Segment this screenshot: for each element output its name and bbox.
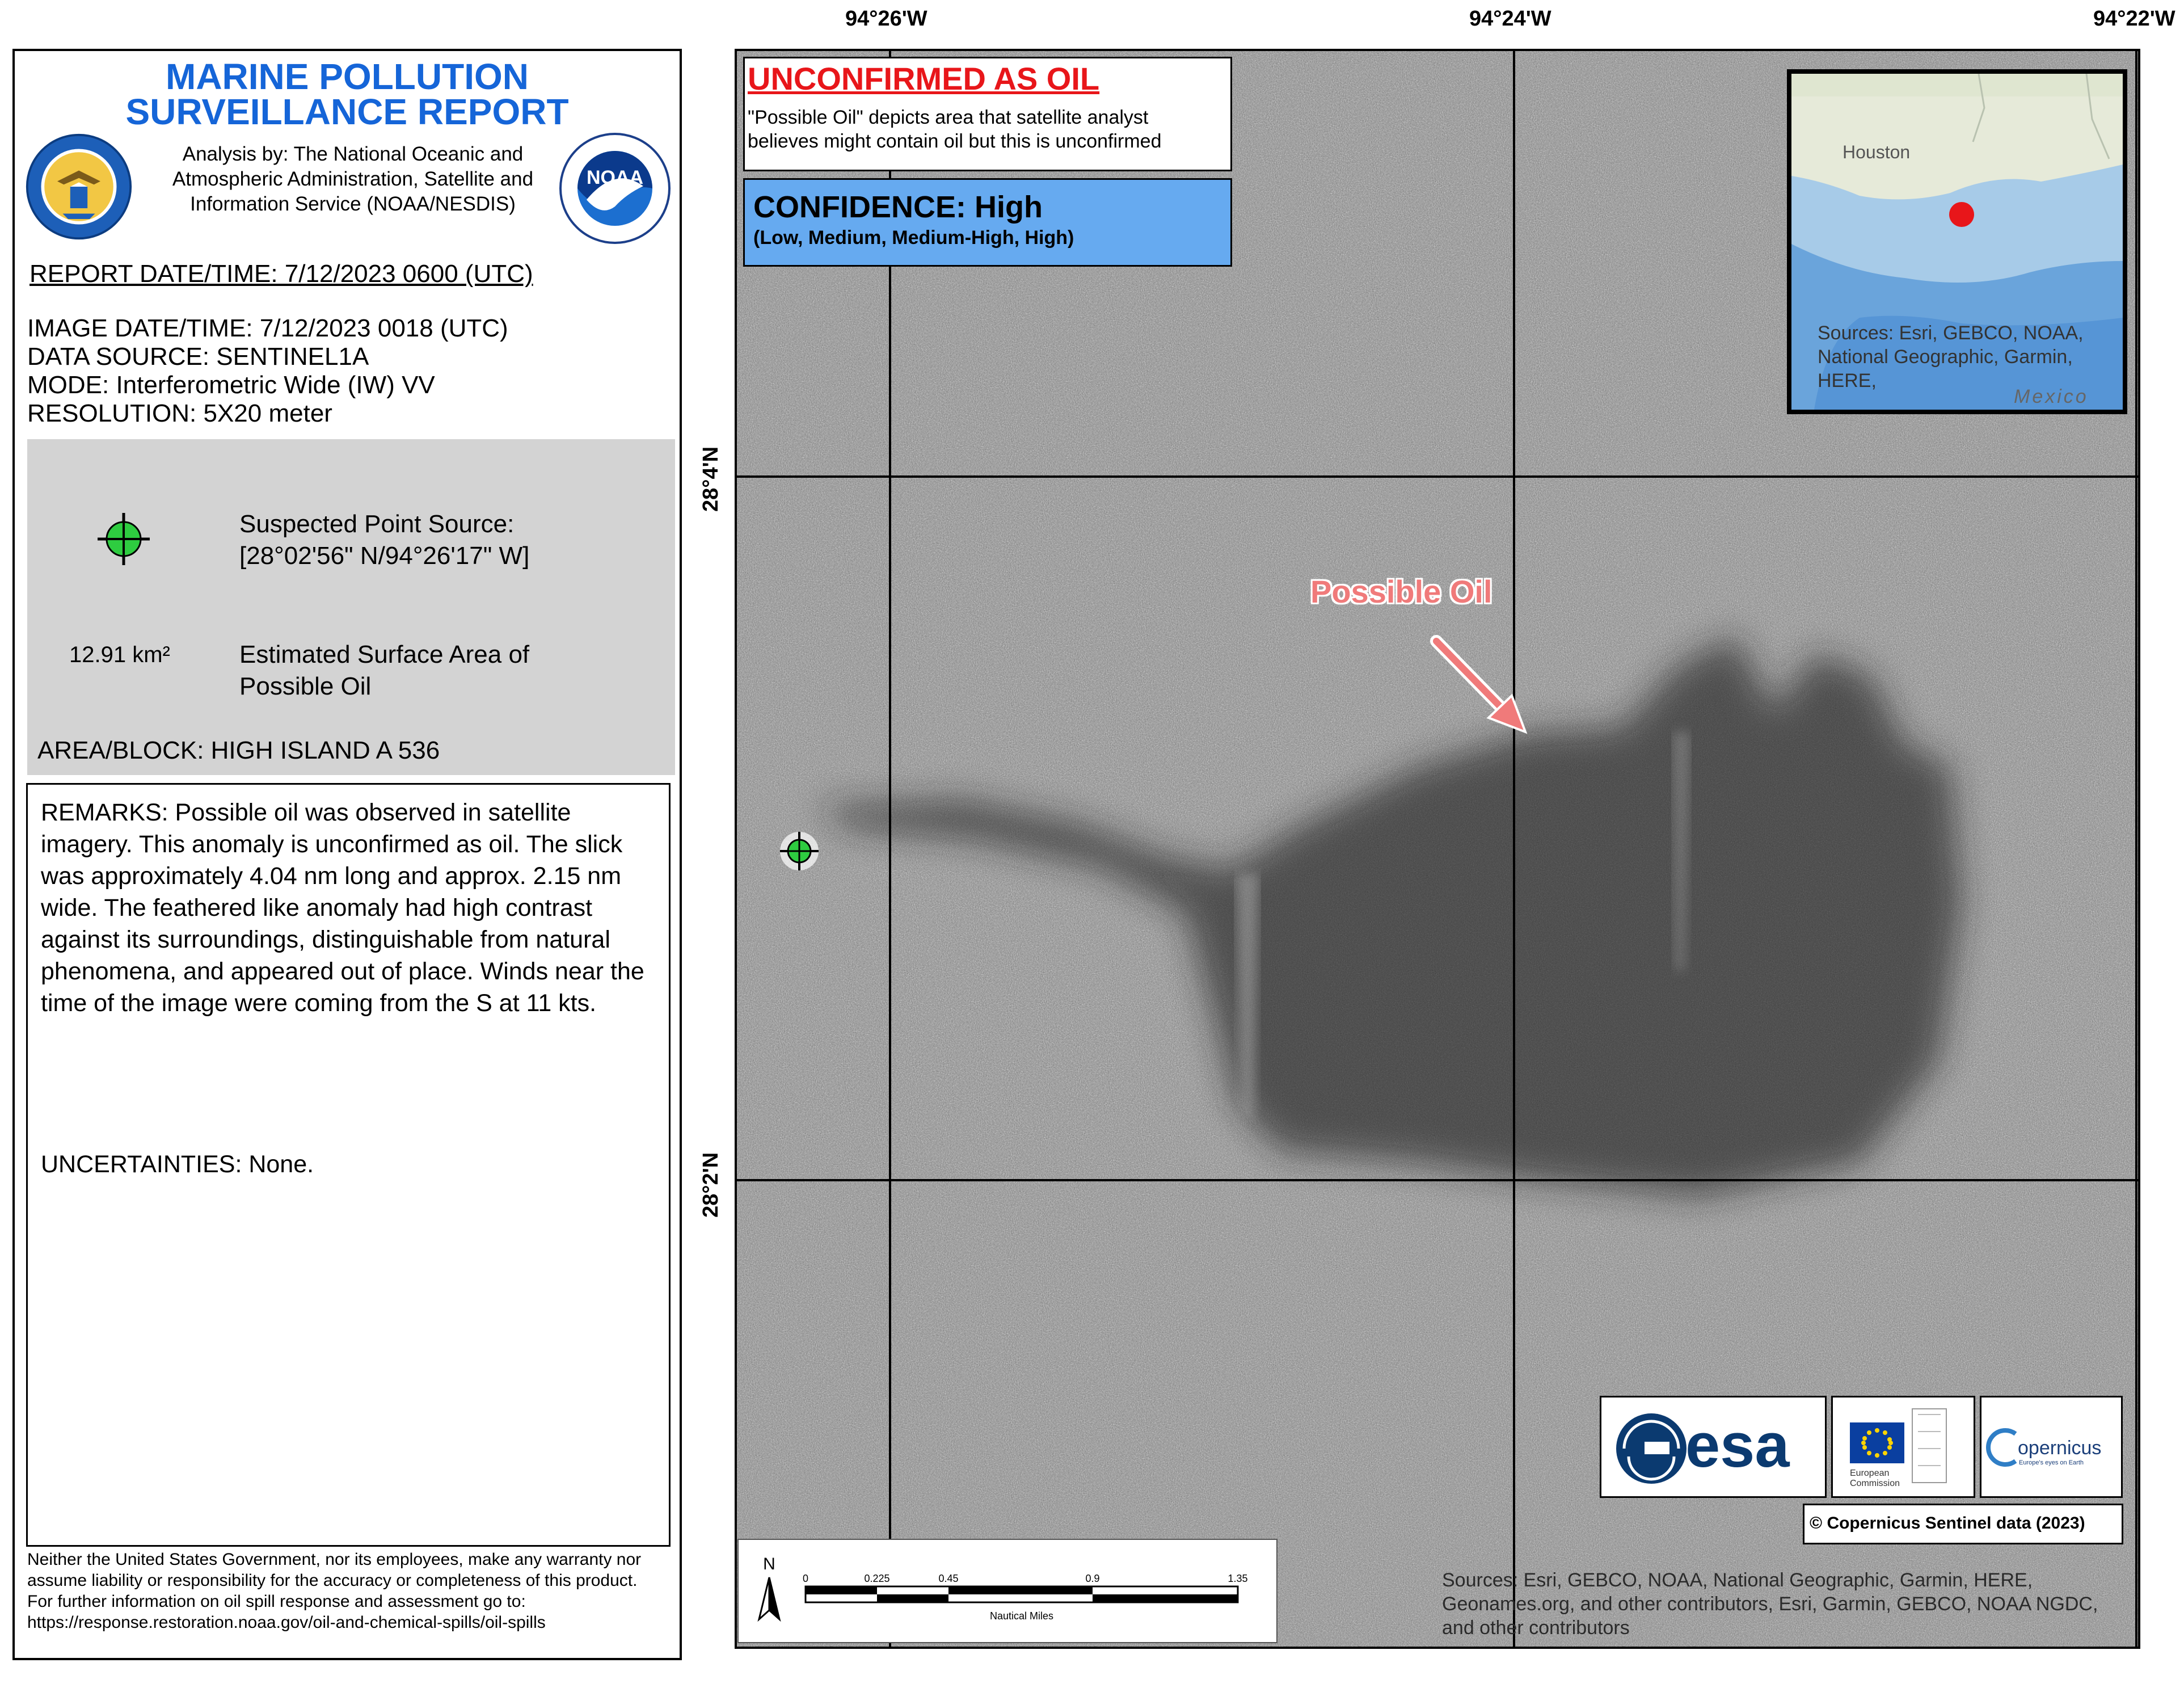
svg-text:Commission: Commission [1850, 1479, 1900, 1488]
title-line-2: SURVEILLANCE REPORT [125, 91, 569, 132]
uncertainties-text: UNCERTAINTIES: None. [41, 1151, 314, 1178]
confidence-level: CONFIDENCE: High [753, 190, 1043, 224]
scale-bar [806, 1586, 1238, 1602]
unconfirmed-desc-line-1: "Possible Oil" depicts area that satellite analyst [748, 107, 1149, 128]
commerce-seal-icon [25, 133, 133, 241]
title-line-1: MARINE POLLUTION [166, 56, 529, 97]
sensor-mode: MODE: Interferometric Wide (IW) VV [27, 371, 435, 399]
area-label-line-2: Possible Oil [239, 672, 372, 700]
copernicus-logo [1980, 1396, 2123, 1498]
scale-tick-2: 0.45 [938, 1573, 959, 1584]
disclaimer-more-info: For further information on oil spill response and assessment go to: [27, 1592, 526, 1611]
svg-text:NOAA: NOAA [586, 167, 644, 188]
area-block: AREA/BLOCK: HIGH ISLAND A 536 [37, 736, 440, 764]
unconfirmed-description [748, 106, 1230, 153]
point-source-marker[interactable] [780, 832, 819, 870]
scale-tick-4: 1.35 [1228, 1573, 1248, 1584]
esa-logo [1600, 1396, 1827, 1498]
lon-label-3: 94°22'W [2093, 7, 2175, 31]
analysis-line-3: Information Service (NOAA/NESDIS) [190, 193, 516, 215]
disclaimer [27, 1549, 671, 1633]
disclaimer-liability: Neither the United States Government, nor its employees, make any warranty nor assume liability or responsibility for the accuracy or completeness of this product. [27, 1550, 642, 1590]
resolution: RESOLUTION: 5X20 meter [27, 399, 332, 427]
analysis-credit [149, 142, 557, 217]
lat-label-2: 28°2'N [699, 1152, 723, 1218]
area-label [239, 639, 529, 702]
svg-text:opernicus: opernicus [2018, 1437, 2102, 1459]
scale-bar-box [737, 1539, 1277, 1643]
unconfirmed-title: UNCONFIRMED AS OIL [748, 61, 1100, 96]
spill-location-dot [1949, 202, 1974, 227]
map-sources: Sources: Esri, GEBCO, NOAA, National Geographic, Garmin, HERE, Geonames.org, and other contributors, Esri, Garmin, GEBCO, NOAA NGDC, and other contributors [1442, 1569, 2098, 1639]
inset-city-label: Houston [1843, 142, 1911, 162]
point-source-title: Suspected Point Source: [239, 510, 515, 538]
svg-text:Europe's eyes on Earth: Europe's eyes on Earth [2019, 1459, 2084, 1466]
copernicus-c-icon [1988, 1430, 2016, 1464]
noaa-logo-icon [558, 132, 672, 245]
svg-text:European: European [1850, 1468, 1890, 1478]
scale-tick-0: 0 [802, 1573, 809, 1584]
scale-tick-3: 0.9 [1085, 1573, 1100, 1584]
lon-label-2: 94°24'W [1469, 7, 1551, 31]
scale-unit: Nautical Miles [989, 1610, 1054, 1622]
data-source: DATA SOURCE: SENTINEL1A [27, 343, 369, 371]
european-commission-logo [1831, 1396, 1975, 1498]
area-value: 12.91 km² [69, 642, 170, 667]
lat-label-1: 28°4'N [699, 446, 723, 512]
inset-sources: Sources: Esri, GEBCO, NOAA, National Geographic, Garmin, HERE, [1818, 322, 2084, 392]
copernicus-credit: © Copernicus Sentinel data (2023) [1810, 1514, 2085, 1533]
unconfirmed-desc-line-2: believes might contain oil but this is unconfirmed [748, 131, 1162, 152]
point-source-icon [95, 511, 152, 567]
image-datetime: IMAGE DATE/TIME: 7/12/2023 0018 (UTC) [27, 314, 508, 342]
remarks-text: REMARKS: Possible oil was observed in satellite imagery. This anomaly is unconfirmed as oil. The slick was approximately 4.04 nm long and approx. 2.15 nm wide. The feathered like anomaly had high contrast against its surroundings, distinguishable from natural phenomena, and appeared out of place. Winds near the time of the image were coming from the S at 11 kts. [41, 799, 644, 1017]
north-arrow-icon [759, 1555, 779, 1619]
disclaimer-link[interactable]: https://response.restoration.noaa.gov/oil-and-chemical-spills/oil-spills [27, 1613, 546, 1632]
svg-text:N: N [763, 1555, 775, 1573]
point-source-coords: [28°02'56" N/94°26'17" W] [239, 542, 530, 570]
svg-text:esa: esa [1685, 1411, 1790, 1480]
analysis-line-2: Atmospheric Administration, Satellite and [172, 168, 534, 190]
inset-country-label: Mexico [2014, 386, 2089, 407]
lon-label-1: 94°26'W [845, 7, 927, 31]
esa-swirl-icon [1616, 1413, 1687, 1484]
analysis-line-1: Analysis by: The National Oceanic and [182, 143, 524, 165]
legend-box [27, 439, 675, 763]
area-label-line-1: Estimated Surface Area of [239, 641, 530, 668]
point-source-label [239, 508, 529, 572]
scale-tick-1: 0.225 [864, 1573, 890, 1584]
report-title [12, 56, 682, 132]
report-datetime: REPORT DATE/TIME: 7/12/2023 0600 (UTC) [29, 260, 533, 288]
confidence-scale: (Low, Medium, Medium-High, High) [753, 227, 1074, 249]
possible-oil-label: Possible Oil [1310, 574, 1492, 609]
